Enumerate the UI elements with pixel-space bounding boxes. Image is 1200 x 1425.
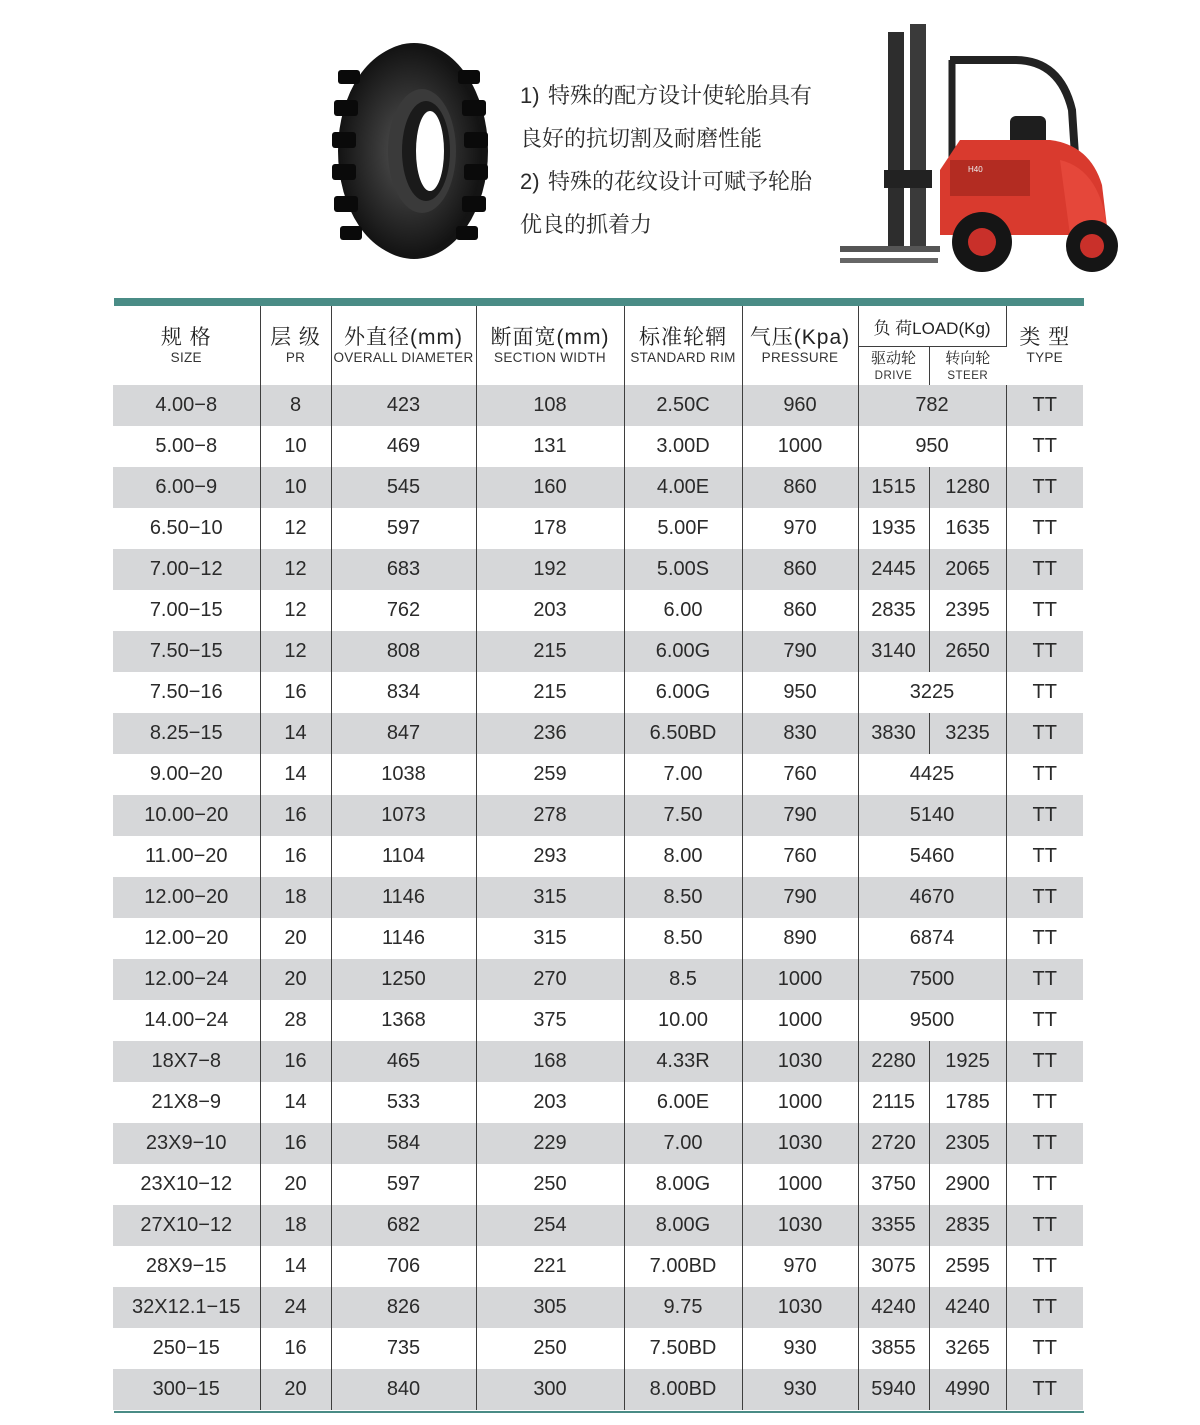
table-row: [113, 1041, 1083, 1082]
cell-section-width: 221: [476, 1246, 624, 1287]
cell-load-steer: 2305: [929, 1123, 1006, 1164]
cell-load-steer: 2595: [929, 1246, 1006, 1287]
cell-size: 8.25−15: [113, 713, 260, 754]
cell-size: 12.00−20: [113, 918, 260, 959]
header-overall-diameter: 外直径(mm) OVERALL DIAMETER: [331, 306, 476, 385]
cell-pr: 12: [260, 590, 331, 631]
cell-pressure: 970: [742, 1246, 858, 1287]
cell-pr: 20: [260, 959, 331, 1000]
cell-pressure: 860: [742, 590, 858, 631]
table-row: [113, 1082, 1083, 1123]
feature-list: [520, 74, 850, 246]
cell-pr: 18: [260, 877, 331, 918]
cell-standard-rim: 8.00G: [624, 1205, 742, 1246]
cell-section-width: 293: [476, 836, 624, 877]
header-load-drive: 驱动轮 DRIVE: [858, 347, 929, 386]
cell-section-width: 229: [476, 1123, 624, 1164]
cell-section-width: 215: [476, 631, 624, 672]
cell-standard-rim: 8.00G: [624, 1164, 742, 1205]
cell-overall-diameter: 1250: [331, 959, 476, 1000]
feature-number: 2): [520, 169, 540, 194]
cell-size: 6.50−10: [113, 508, 260, 549]
hero-section: [0, 0, 1200, 290]
tire-spec-table: [113, 306, 1083, 1410]
tire-image: [330, 40, 490, 262]
cell-pressure: 1000: [742, 1000, 858, 1041]
cell-section-width: 131: [476, 426, 624, 467]
cell-pr: 14: [260, 1082, 331, 1123]
cell-pr: 10: [260, 467, 331, 508]
cell-section-width: 168: [476, 1041, 624, 1082]
cell-section-width: 278: [476, 795, 624, 836]
cell-load-drive: 4240: [858, 1287, 929, 1328]
cell-pressure: 1000: [742, 1164, 858, 1205]
cell-load-drive: 2115: [858, 1082, 929, 1123]
cell-pr: 12: [260, 549, 331, 590]
cell-standard-rim: 6.00: [624, 590, 742, 631]
cell-type: TT: [1032, 681, 1057, 703]
cell-load-drive: 2280: [858, 1041, 929, 1082]
feature-text: 特殊的花纹设计可赋予轮胎: [548, 169, 813, 194]
cell-overall-diameter: 683: [331, 549, 476, 590]
cell-size: 7.50−16: [113, 672, 260, 713]
cell-pressure: 1030: [742, 1205, 858, 1246]
table-row: [113, 467, 1083, 508]
cell-section-width: 305: [476, 1287, 624, 1328]
cell-load-drive: 1515: [858, 467, 929, 508]
table-row: [113, 754, 1083, 795]
forklift-image: [840, 20, 1130, 280]
cell-load-drive: 2445: [858, 549, 929, 590]
table-bottom-accent-bar: [114, 1411, 1084, 1413]
cell-type: TT: [1032, 1091, 1057, 1113]
table-row: [113, 1246, 1083, 1287]
cell-pr: 24: [260, 1287, 331, 1328]
cell-overall-diameter: 1146: [331, 918, 476, 959]
cell-overall-diameter: 465: [331, 1041, 476, 1082]
cell-overall-diameter: 834: [331, 672, 476, 713]
cell-standard-rim: 8.00: [624, 836, 742, 877]
cell-standard-rim: 7.00: [624, 754, 742, 795]
cell-type: TT: [1006, 549, 1083, 590]
cell-type: TT: [1006, 1041, 1083, 1082]
table-row: [113, 426, 1083, 467]
cell-load-steer: 3265: [929, 1328, 1006, 1369]
feature-item: [520, 160, 850, 203]
feature-text: 优良的抓着力: [520, 212, 653, 237]
cell-pressure: 860: [742, 467, 858, 508]
cell-standard-rim: 5.00S: [624, 549, 742, 590]
cell-type: TT: [1032, 1009, 1057, 1031]
feature-number: 1): [520, 83, 540, 108]
cell-load-drive: 3830: [858, 713, 929, 754]
cell-size: 32X12.1−15: [113, 1287, 260, 1328]
cell-section-width: 203: [476, 590, 624, 631]
cell-section-width: 236: [476, 713, 624, 754]
cell-pressure: 790: [742, 631, 858, 672]
table-row: [113, 918, 1083, 959]
cell-size: 300−15: [113, 1369, 260, 1410]
cell-load-steer: 4240: [929, 1287, 1006, 1328]
cell-type: TT: [1032, 927, 1057, 949]
cell-section-width: 178: [476, 508, 624, 549]
cell-pr: 28: [260, 1000, 331, 1041]
cell-type: TT: [1006, 713, 1083, 754]
feature-item-continued: [520, 203, 850, 246]
cell-type: TT: [1032, 1173, 1057, 1195]
cell-standard-rim: 9.75: [624, 1287, 742, 1328]
cell-pr: 14: [260, 1246, 331, 1287]
table-row: [113, 1328, 1083, 1369]
cell-overall-diameter: 762: [331, 590, 476, 631]
cell-size: 12.00−20: [113, 877, 260, 918]
cell-overall-diameter: 735: [331, 1328, 476, 1369]
cell-type: TT: [1006, 1123, 1083, 1164]
cell-pressure: 1000: [742, 959, 858, 1000]
cell-section-width: 315: [476, 877, 624, 918]
cell-section-width: 300: [476, 1369, 624, 1410]
cell-overall-diameter: 597: [331, 1164, 476, 1205]
header-size: 规 格 SIZE: [113, 306, 260, 385]
cell-overall-diameter: 545: [331, 467, 476, 508]
cell-load-combined: 782: [858, 385, 1006, 426]
header-load-steer: 转向轮 STEER: [945, 350, 991, 382]
table-row: [113, 385, 1083, 426]
cell-section-width: 259: [476, 754, 624, 795]
cell-standard-rim: 7.50BD: [624, 1328, 742, 1369]
cell-load-drive: 2720: [858, 1123, 929, 1164]
cell-pressure: 1030: [742, 1123, 858, 1164]
cell-standard-rim: 8.00BD: [624, 1369, 742, 1410]
cell-pr: 18: [260, 1205, 331, 1246]
cell-overall-diameter: 1368: [331, 1000, 476, 1041]
cell-type: TT: [1032, 517, 1057, 539]
cell-size: 11.00−20: [113, 836, 260, 877]
table-row: [113, 1287, 1083, 1328]
cell-load-steer: 1635: [929, 508, 1006, 549]
cell-pr: 16: [260, 1328, 331, 1369]
cell-overall-diameter: 826: [331, 1287, 476, 1328]
cell-size: 28X9−15: [113, 1246, 260, 1287]
header-type: 类 型 TYPE: [1019, 325, 1071, 365]
cell-load-steer: 1925: [929, 1041, 1006, 1082]
table-top-accent-bar: [114, 298, 1084, 306]
cell-section-width: 160: [476, 467, 624, 508]
cell-load-drive: 1935: [858, 508, 929, 549]
cell-type: TT: [1032, 763, 1057, 785]
cell-standard-rim: 4.00E: [624, 467, 742, 508]
table-row: [113, 1164, 1083, 1205]
cell-load-steer: 2835: [929, 1205, 1006, 1246]
cell-type: TT: [1006, 1369, 1083, 1410]
cell-type: TT: [1032, 599, 1057, 621]
cell-load-steer: 1280: [929, 467, 1006, 508]
cell-load-combined: 5140: [858, 795, 1006, 836]
cell-type: TT: [1006, 385, 1083, 426]
table-row: [113, 549, 1083, 590]
cell-section-width: 375: [476, 1000, 624, 1041]
cell-load-combined: 4670: [858, 877, 1006, 918]
cell-overall-diameter: 423: [331, 385, 476, 426]
feature-item: [520, 74, 850, 117]
cell-pressure: 1030: [742, 1287, 858, 1328]
cell-pressure: 1000: [742, 1082, 858, 1123]
cell-standard-rim: 4.33R: [624, 1041, 742, 1082]
cell-pressure: 1030: [742, 1041, 858, 1082]
cell-size: 6.00−9: [113, 467, 260, 508]
cell-pr: 16: [260, 1123, 331, 1164]
cell-pr: 12: [260, 631, 331, 672]
cell-section-width: 215: [476, 672, 624, 713]
cell-load-drive: 5940: [858, 1369, 929, 1410]
cell-standard-rim: 6.00G: [624, 631, 742, 672]
feature-item-continued: [520, 117, 850, 160]
table-row: [113, 631, 1083, 672]
cell-overall-diameter: 840: [331, 1369, 476, 1410]
cell-pressure: 960: [742, 385, 858, 426]
cell-overall-diameter: 706: [331, 1246, 476, 1287]
table-row: [113, 1000, 1083, 1041]
cell-pr: 20: [260, 918, 331, 959]
cell-type: TT: [1006, 795, 1083, 836]
cell-size: 7.00−12: [113, 549, 260, 590]
cell-section-width: 108: [476, 385, 624, 426]
cell-standard-rim: 6.00E: [624, 1082, 742, 1123]
table-row: [113, 1123, 1083, 1164]
cell-load-steer: 1785: [929, 1082, 1006, 1123]
cell-overall-diameter: 597: [331, 508, 476, 549]
cell-type: TT: [1032, 845, 1057, 867]
cell-size: 14.00−24: [113, 1000, 260, 1041]
cell-load-combined: 7500: [858, 959, 1006, 1000]
cell-pressure: 930: [742, 1369, 858, 1410]
cell-load-steer: 2395: [929, 590, 1006, 631]
table-row: [113, 836, 1083, 877]
header-standard-rim: 标准轮辋 STANDARD RIM: [624, 306, 742, 385]
cell-load-combined: 9500: [858, 1000, 1006, 1041]
feature-text: 特殊的配方设计使轮胎具有: [548, 83, 813, 108]
cell-size: 9.00−20: [113, 754, 260, 795]
cell-size: 18X7−8: [113, 1041, 260, 1082]
cell-overall-diameter: 1073: [331, 795, 476, 836]
cell-type: TT: [1006, 631, 1083, 672]
cell-size: 5.00−8: [113, 426, 260, 467]
cell-load-combined: 5460: [858, 836, 1006, 877]
cell-pr: 14: [260, 754, 331, 795]
cell-pr: 10: [260, 426, 331, 467]
cell-overall-diameter: 1104: [331, 836, 476, 877]
cell-load-drive: 2835: [858, 590, 929, 631]
cell-pressure: 890: [742, 918, 858, 959]
cell-standard-rim: 6.50BD: [624, 713, 742, 754]
table-row: [113, 959, 1083, 1000]
cell-section-width: 254: [476, 1205, 624, 1246]
cell-pr: 8: [260, 385, 331, 426]
cell-type: TT: [1032, 435, 1057, 457]
feature-text: 良好的抗切割及耐磨性能: [520, 126, 763, 151]
cell-pressure: 760: [742, 754, 858, 795]
cell-pressure: 950: [742, 672, 858, 713]
header-load: 负 荷LOAD(Kg): [858, 306, 1006, 347]
cell-type: TT: [1006, 1205, 1083, 1246]
cell-pr: 20: [260, 1369, 331, 1410]
cell-load-combined: 4425: [858, 754, 1006, 795]
cell-pr: 16: [260, 672, 331, 713]
cell-pr: 16: [260, 1041, 331, 1082]
cell-load-steer: 2065: [929, 549, 1006, 590]
cell-load-steer: 2650: [929, 631, 1006, 672]
cell-load-drive: 3355: [858, 1205, 929, 1246]
cell-standard-rim: 3.00D: [624, 426, 742, 467]
cell-pr: 12: [260, 508, 331, 549]
table-row: [113, 1205, 1083, 1246]
cell-overall-diameter: 1146: [331, 877, 476, 918]
cell-pressure: 790: [742, 877, 858, 918]
cell-section-width: 315: [476, 918, 624, 959]
spec-table-body: [113, 385, 1083, 1410]
cell-overall-diameter: 469: [331, 426, 476, 467]
cell-overall-diameter: 1038: [331, 754, 476, 795]
table-row: [113, 795, 1083, 836]
cell-standard-rim: 5.00F: [624, 508, 742, 549]
header-pressure: 气压(Kpa) PRESSURE: [742, 306, 858, 385]
cell-standard-rim: 8.5: [624, 959, 742, 1000]
cell-pressure: 1000: [742, 426, 858, 467]
cell-standard-rim: 10.00: [624, 1000, 742, 1041]
cell-section-width: 250: [476, 1164, 624, 1205]
cell-load-combined: 3225: [858, 672, 1006, 713]
cell-pressure: 860: [742, 549, 858, 590]
cell-standard-rim: 8.50: [624, 918, 742, 959]
cell-standard-rim: 7.50: [624, 795, 742, 836]
cell-standard-rim: 7.00BD: [624, 1246, 742, 1287]
cell-section-width: 250: [476, 1328, 624, 1369]
cell-pr: 16: [260, 836, 331, 877]
cell-standard-rim: 7.00: [624, 1123, 742, 1164]
table-row: [113, 713, 1083, 754]
cell-size: 250−15: [113, 1328, 260, 1369]
cell-section-width: 192: [476, 549, 624, 590]
cell-pr: 20: [260, 1164, 331, 1205]
cell-overall-diameter: 533: [331, 1082, 476, 1123]
cell-size: 4.00−8: [113, 385, 260, 426]
cell-standard-rim: 2.50C: [624, 385, 742, 426]
table-row: [113, 508, 1083, 549]
cell-size: 23X9−10: [113, 1123, 260, 1164]
header-pr: 层 级 PR: [260, 306, 331, 385]
cell-pr: 16: [260, 795, 331, 836]
cell-pressure: 830: [742, 713, 858, 754]
cell-size: 12.00−24: [113, 959, 260, 1000]
cell-load-drive: 3075: [858, 1246, 929, 1287]
cell-overall-diameter: 808: [331, 631, 476, 672]
svg-text:H40: H40: [968, 165, 983, 174]
cell-size: 23X10−12: [113, 1164, 260, 1205]
cell-size: 27X10−12: [113, 1205, 260, 1246]
cell-type: TT: [1006, 1287, 1083, 1328]
cell-load-drive: 3750: [858, 1164, 929, 1205]
cell-type: TT: [1032, 1255, 1057, 1277]
cell-section-width: 270: [476, 959, 624, 1000]
cell-section-width: 203: [476, 1082, 624, 1123]
cell-overall-diameter: 847: [331, 713, 476, 754]
cell-overall-diameter: 584: [331, 1123, 476, 1164]
cell-size: 21X8−9: [113, 1082, 260, 1123]
cell-load-steer: 4990: [929, 1369, 1006, 1410]
cell-load-combined: 950: [858, 426, 1006, 467]
cell-size: 7.00−15: [113, 590, 260, 631]
cell-type: TT: [1006, 467, 1083, 508]
cell-load-drive: 3855: [858, 1328, 929, 1369]
cell-pressure: 760: [742, 836, 858, 877]
cell-size: 7.50−15: [113, 631, 260, 672]
table-row: [113, 1369, 1083, 1410]
cell-type: TT: [1006, 877, 1083, 918]
header-section-width: 断面宽(mm) SECTION WIDTH: [476, 306, 624, 385]
cell-pressure: 970: [742, 508, 858, 549]
cell-pr: 14: [260, 713, 331, 754]
cell-type: TT: [1006, 959, 1083, 1000]
cell-standard-rim: 8.50: [624, 877, 742, 918]
table-row: [113, 590, 1083, 631]
cell-size: 10.00−20: [113, 795, 260, 836]
table-row: [113, 672, 1083, 713]
cell-standard-rim: 6.00G: [624, 672, 742, 713]
table-row: [113, 877, 1083, 918]
cell-pressure: 790: [742, 795, 858, 836]
cell-pressure: 930: [742, 1328, 858, 1369]
cell-load-steer: 2900: [929, 1164, 1006, 1205]
cell-load-drive: 3140: [858, 631, 929, 672]
cell-type: TT: [1032, 1337, 1057, 1359]
cell-load-combined: 6874: [858, 918, 1006, 959]
cell-overall-diameter: 682: [331, 1205, 476, 1246]
cell-load-steer: 3235: [929, 713, 1006, 754]
